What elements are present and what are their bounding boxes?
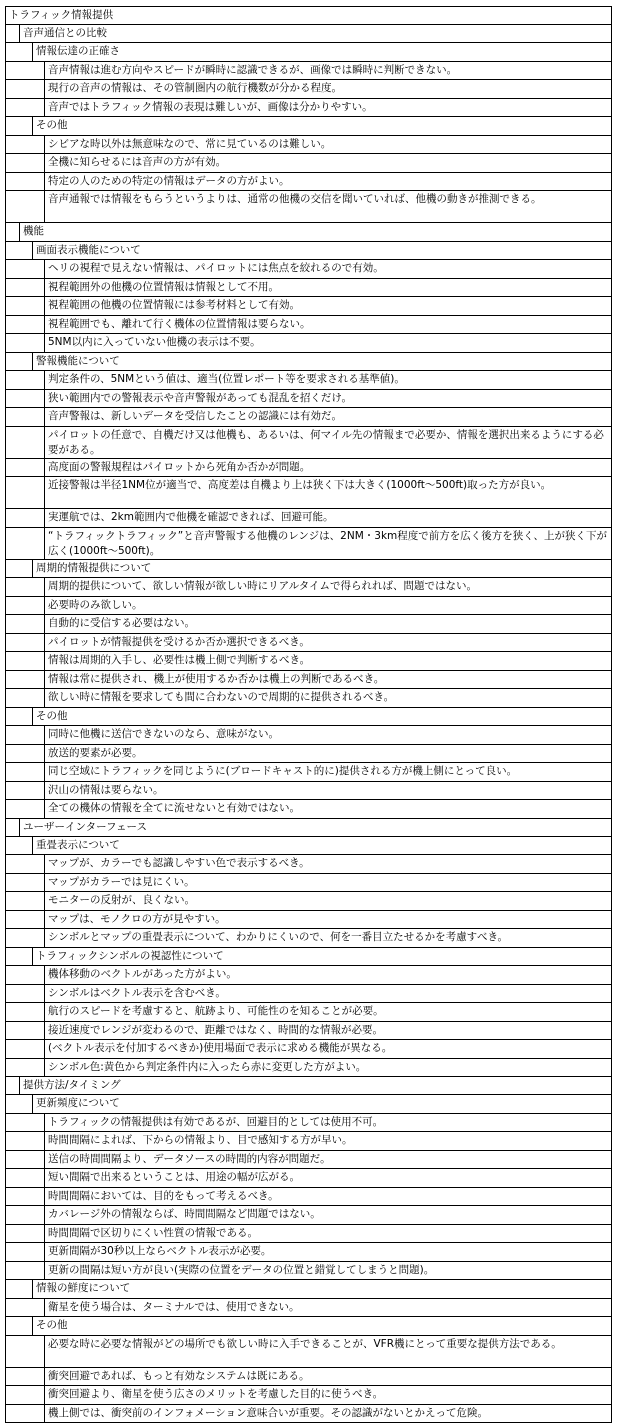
- outline-text: 特定の人のための特定の情報はデータの方がよい。: [44, 173, 611, 191]
- outline-item-row: [6, 1299, 611, 1318]
- outline-text: 衝突回避であれば、もっと有効なシステムは既にある。: [44, 1368, 611, 1386]
- outline-text: 視程範囲でも、離れて行く機体の位置情報は要らない。: [44, 316, 611, 334]
- indent-gutter: [6, 985, 44, 1003]
- outline-item-row: [6, 334, 611, 353]
- indent-gutter: [6, 173, 44, 191]
- outline-text: 情報は常に提供され、機上が使用するか否かは機上の判断であるべき。: [44, 671, 611, 689]
- outline-text: トラフィック情報提供: [9, 9, 114, 21]
- outline-text: トラフィックの情報提供は有効であるが、回避目的としては使用不可。: [44, 1114, 611, 1132]
- outline-heading-row: [6, 353, 611, 372]
- outline-text: 視程範囲の他機の位置情報には参考材料として有効。: [44, 297, 611, 315]
- outline-text: 判定条件の、5NMという値は、適当(位置レポート等を要求される基準値)。: [44, 371, 611, 389]
- indent-gutter: [6, 136, 44, 154]
- outline-heading-row: [6, 1280, 611, 1299]
- outline-text: 音声情報は進む方向やスピードが瞬時に認識できるが、画像では瞬時に判断できない。: [44, 62, 611, 80]
- outline-text: (ベクトル表示を付加するべきか)使用場面で表示に求める機能が異なる。: [44, 1040, 611, 1058]
- outline-text: ヘリの視程で見えない情報は、パイロットには焦点を絞れるので有効。: [44, 260, 611, 278]
- indent-gutter: [6, 708, 32, 726]
- indent-gutter: [6, 948, 32, 966]
- outline-heading-row: [6, 25, 611, 43]
- outline-text: 視程範囲外の他機の位置情報は情報として不用。: [44, 279, 611, 297]
- outline-item-row: [6, 136, 611, 155]
- indent-gutter: [6, 1040, 44, 1058]
- outline-text: 必要な時に必要な情報がどの場所でも欲しい時に入手できることが、VFR機にとって重要な提供方法である。: [44, 1336, 611, 1367]
- outline-text: 周期的情報提供について: [32, 560, 611, 578]
- outline-text: 機能: [19, 223, 611, 240]
- outline-item-row: [6, 459, 611, 478]
- outline-text: 更新頻度について: [32, 1095, 611, 1113]
- outline-text: その他: [32, 117, 611, 135]
- indent-gutter: [6, 800, 44, 818]
- indent-gutter: [6, 1169, 44, 1187]
- outline-text: その他: [32, 1317, 611, 1335]
- outline-text: 音声通信との比較: [19, 25, 611, 42]
- indent-gutter: [6, 1077, 19, 1094]
- indent-gutter: [6, 62, 44, 80]
- indent-gutter: [6, 892, 44, 910]
- outline-item-row: [6, 316, 611, 335]
- outline-text: 同時に他機に送信できないのなら、意味がない。: [44, 726, 611, 744]
- outline-text: マップがカラーでは見にくい。: [44, 874, 611, 892]
- outline-item-row: [6, 154, 611, 173]
- outline-heading-row: [6, 708, 611, 727]
- outline-item-row: [6, 1114, 611, 1133]
- outline-text: “トラフィックトラフィック”と音声警報する他機のレンジは、2NM・3km程度で前方を広く後方を狭く、上が狭く下が広く(1000ft～500ft)。: [44, 528, 611, 559]
- outline-table: [5, 6, 612, 1423]
- outline-text: 短い間隔で出来るということは、用途の幅が広がる。: [44, 1169, 611, 1187]
- outline-text: パイロットの任意で、自機だけ又は他機も、あるいは、何マイル先の情報まで必要か、情報を選択出来るようにする必要がある。: [44, 427, 611, 458]
- indent-gutter: [6, 477, 44, 508]
- outline-text: ユーザーインターフェース: [19, 819, 611, 836]
- outline-item-row: [6, 985, 611, 1004]
- indent-gutter: [6, 1243, 44, 1261]
- outline-item-row: [6, 191, 611, 223]
- outline-item-row: [6, 390, 611, 409]
- indent-gutter: [6, 911, 44, 929]
- indent-gutter: [6, 1059, 44, 1077]
- outline-heading-row: [6, 560, 611, 579]
- outline-text: 音声ではトラフィック情報の表現は難しいが、画像は分かりやすい。: [44, 99, 611, 117]
- outline-item-row: [6, 62, 611, 81]
- outline-item-row: [6, 1206, 611, 1225]
- outline-heading-row: [6, 43, 611, 62]
- outline-text: 送信の時間間隔より、データソースの時間的内容が問題だ。: [44, 1151, 611, 1169]
- outline-item-row: [6, 615, 611, 634]
- indent-gutter: [6, 1206, 44, 1224]
- outline-item-row: [6, 1386, 611, 1405]
- indent-gutter: [6, 390, 44, 408]
- outline-item-row: [6, 634, 611, 653]
- indent-gutter: [6, 371, 44, 389]
- indent-gutter: [6, 689, 44, 707]
- indent-gutter: [6, 874, 44, 892]
- indent-gutter: [6, 652, 44, 670]
- indent-gutter: [6, 1132, 44, 1150]
- outline-text: 現行の音声の情報は、その管制圏内の航行機数が分かる程度。: [44, 80, 611, 98]
- outline-item-row: [6, 745, 611, 764]
- outline-text: 更新の間隔は短い方が良い(実際の位置をデータの位置と錯覚してしまうと問題)。: [44, 1262, 611, 1280]
- indent-gutter: [6, 316, 44, 334]
- indent-gutter: [6, 855, 44, 873]
- outline-text: 衝突回避より、衛星を使う広さのメリットを考慮した目的に使うべき。: [44, 1386, 611, 1404]
- indent-gutter: [6, 408, 44, 426]
- outline-text: 全機に知らせるには音声の方が有効。: [44, 154, 611, 172]
- outline-text: カバレージ外の情報ならば、時間間隔など問題ではない。: [44, 1206, 611, 1224]
- outline-item-row: [6, 1040, 611, 1059]
- outline-text: 必要時のみ欲しい。: [44, 597, 611, 615]
- outline-item-row: [6, 1188, 611, 1207]
- outline-text: パイロットが情報提供を受けるか否か選択できるべき。: [44, 634, 611, 652]
- indent-gutter: [6, 1003, 44, 1021]
- outline-text: モニターの反射が、良くない。: [44, 892, 611, 910]
- outline-item-row: [6, 371, 611, 390]
- outline-text: 提供方法/タイミング: [19, 1077, 611, 1094]
- outline-text: マップは、モノクロの方が見やすい。: [44, 911, 611, 929]
- outline-heading-row: [6, 242, 611, 261]
- indent-gutter: [6, 1368, 44, 1386]
- outline-text: 5NM以内に入っていない他機の表示は不要。: [44, 334, 611, 352]
- indent-gutter: [6, 634, 44, 652]
- outline-heading-row: [6, 837, 611, 856]
- outline-text: 衛星を使う場合は、ターミナルでは、使用できない。: [44, 1299, 611, 1317]
- outline-item-row: [6, 1059, 611, 1078]
- outline-item-row: [6, 855, 611, 874]
- outline-text: 時間間隔で区切りにくい性質の情報である。: [44, 1225, 611, 1243]
- outline-item-row: [6, 1151, 611, 1170]
- outline-item-row: [6, 597, 611, 616]
- outline-text: 周期的提供について、欲しい情報が欲しい時にリアルタイムで得られれば、問題ではない。: [44, 578, 611, 596]
- indent-gutter: [6, 279, 44, 297]
- outline-item-row: [6, 1262, 611, 1281]
- outline-item-row: [6, 911, 611, 930]
- indent-gutter: [6, 528, 44, 559]
- outline-text: 高度面の警報規程はパイロットから死角か否かが問題。: [44, 459, 611, 477]
- indent-gutter: [6, 1386, 44, 1404]
- outline-text: 接近速度でレンジが変わるので、距離ではなく、時間的な情報が必要。: [44, 1022, 611, 1040]
- outline-item-row: [6, 726, 611, 745]
- indent-gutter: [6, 671, 44, 689]
- indent-gutter: [6, 560, 32, 578]
- indent-gutter: [6, 1262, 44, 1280]
- outline-item-row: [6, 1336, 611, 1368]
- outline-text: マップが、カラーでも認識しやすい色で表示するべき。: [44, 855, 611, 873]
- outline-item-row: [6, 1225, 611, 1244]
- outline-text: 沢山の情報は要らない。: [44, 782, 611, 800]
- outline-heading-row: [6, 819, 611, 837]
- outline-item-row: [6, 408, 611, 427]
- outline-item-row: [6, 1132, 611, 1151]
- indent-gutter: [6, 427, 44, 458]
- outline-heading-row: [6, 1095, 611, 1114]
- indent-gutter: [6, 745, 44, 763]
- indent-gutter: [6, 615, 44, 633]
- indent-gutter: [6, 597, 44, 615]
- outline-text: 更新間隔が30秒以上ならベクトル表示が必要。: [44, 1243, 611, 1261]
- outline-item-row: [6, 966, 611, 985]
- outline-item-row: [6, 671, 611, 690]
- outline-item-row: [6, 509, 611, 528]
- indent-gutter: [6, 99, 44, 117]
- indent-gutter: [6, 25, 19, 42]
- outline-item-row: [6, 874, 611, 893]
- outline-text: 機上側では、衝突前のインフォメーション意味合いが重要。その認識がないとかえって危険。: [44, 1405, 611, 1423]
- outline-item-row: [6, 260, 611, 279]
- outline-text: 同じ空域にトラフィックを同じように(ブロードキャスト的に)提供される方が機上側にとって良い。: [44, 763, 611, 781]
- indent-gutter: [6, 242, 32, 260]
- outline-text: シンボルとマップの重畳表示について、わかりにくいので、何を一番目立たせるかを考慮すべき。: [44, 929, 611, 947]
- outline-text: 狭い範囲内での警報表示や音声警報があっても混乱を招くだけ。: [44, 390, 611, 408]
- outline-text: 自動的に受信する必要はない。: [44, 615, 611, 633]
- indent-gutter: [6, 43, 32, 61]
- indent-gutter: [6, 260, 44, 278]
- indent-gutter: [6, 1317, 32, 1335]
- indent-gutter: [6, 1299, 44, 1317]
- indent-gutter: [6, 297, 44, 315]
- outline-item-row: [6, 892, 611, 911]
- indent-gutter: [6, 223, 19, 240]
- outline-heading-row: [6, 1077, 611, 1095]
- outline-text: 近接警報は半径1NM位が適当で、高度差は自機より上は狭く下は大きく(1000ft～500ft)取った方が良い。: [44, 477, 611, 508]
- indent-gutter: [6, 782, 44, 800]
- indent-gutter: [6, 117, 32, 135]
- outline-text: 時間間隔においては、目的をもって考えるべき。: [44, 1188, 611, 1206]
- outline-text: 情報伝達の正確さ: [32, 43, 611, 61]
- indent-gutter: [6, 1280, 32, 1298]
- indent-gutter: [6, 1336, 44, 1367]
- indent-gutter: [6, 154, 44, 172]
- indent-gutter: [6, 509, 44, 527]
- outline-heading-row: [6, 223, 611, 241]
- outline-item-row: [6, 99, 611, 118]
- outline-text: 警報機能について: [32, 353, 611, 371]
- indent-gutter: [6, 1114, 44, 1132]
- indent-gutter: [6, 837, 32, 855]
- indent-gutter: [6, 1095, 32, 1113]
- outline-text: トラフィックシンボルの視認性について: [32, 948, 611, 966]
- outline-heading-row: [6, 1317, 611, 1336]
- outline-item-row: [6, 528, 611, 560]
- outline-item-row: [6, 929, 611, 948]
- outline-item-row: [6, 578, 611, 597]
- indent-gutter: [6, 726, 44, 744]
- indent-gutter: [6, 1188, 44, 1206]
- outline-text: 航行のスピードを考慮すると、航跡より、可能性のを知ることが必要。: [44, 1003, 611, 1021]
- outline-text: シンボルはベクトル表示を含むべき。: [44, 985, 611, 1003]
- outline-item-row: [6, 652, 611, 671]
- outline-item-row: [6, 1003, 611, 1022]
- indent-gutter: [6, 929, 44, 947]
- outline-heading-row: [6, 117, 611, 136]
- indent-gutter: [6, 353, 32, 371]
- outline-item-row: [6, 782, 611, 801]
- outline-text: シンボル色:黄色から判定条件内に入ったら赤に変更した方がよい。: [44, 1059, 611, 1077]
- outline-item-row: [6, 800, 611, 819]
- outline-text: その他: [32, 708, 611, 726]
- outline-text: 画面表示機能について: [32, 242, 611, 260]
- indent-gutter: [6, 966, 44, 984]
- indent-gutter: [6, 80, 44, 98]
- outline-item-row: [6, 427, 611, 459]
- outline-title-row: [6, 7, 611, 25]
- outline-text: 放送的要素が必要。: [44, 745, 611, 763]
- indent-gutter: [6, 191, 44, 222]
- outline-item-row: [6, 1368, 611, 1387]
- outline-item-row: [6, 1243, 611, 1262]
- outline-item-row: [6, 279, 611, 298]
- outline-item-row: [6, 689, 611, 708]
- outline-text: 機体移動のベクトルがあった方がよい。: [44, 966, 611, 984]
- outline-text: 重畳表示について: [32, 837, 611, 855]
- outline-text: 実運航では、2km範囲内で他機を確認できれば、回避可能。: [44, 509, 611, 527]
- indent-gutter: [6, 578, 44, 596]
- outline-text: 情報の鮮度について: [32, 1280, 611, 1298]
- indent-gutter: [6, 763, 44, 781]
- outline-text: 全ての機体の情報を全てに流せないと有効ではない。: [44, 800, 611, 818]
- outline-text: 欲しい時に情報を要求しても間に合わないので周期的に提供されるべき。: [44, 689, 611, 707]
- indent-gutter: [6, 1225, 44, 1243]
- outline-heading-row: [6, 948, 611, 967]
- outline-item-row: [6, 1405, 611, 1423]
- outline-item-row: [6, 477, 611, 509]
- outline-text: 音声警報は、新しいデータを受信したことの認識には有効だ。: [44, 408, 611, 426]
- indent-gutter: [6, 1151, 44, 1169]
- indent-gutter: [6, 1405, 44, 1423]
- indent-gutter: [6, 1022, 44, 1040]
- indent-gutter: [6, 459, 44, 477]
- outline-item-row: [6, 1169, 611, 1188]
- outline-item-row: [6, 1022, 611, 1041]
- outline-item-row: [6, 763, 611, 782]
- outline-item-row: [6, 297, 611, 316]
- outline-text: シビアな時以外は無意味なので、常に見ているのは難しい。: [44, 136, 611, 154]
- outline-text: 時間間隔によれば、下からの情報より、目で感知する方が早い。: [44, 1132, 611, 1150]
- outline-text: 情報は周期的入手し、必要性は機上側で判断するべき。: [44, 652, 611, 670]
- indent-gutter: [6, 819, 19, 836]
- outline-item-row: [6, 80, 611, 99]
- indent-gutter: [6, 334, 44, 352]
- outline-text: 音声通報では情報をもらうというよりは、通常の他機の交信を聞いていれば、他機の動きが推測できる。: [44, 191, 611, 222]
- outline-item-row: [6, 173, 611, 192]
